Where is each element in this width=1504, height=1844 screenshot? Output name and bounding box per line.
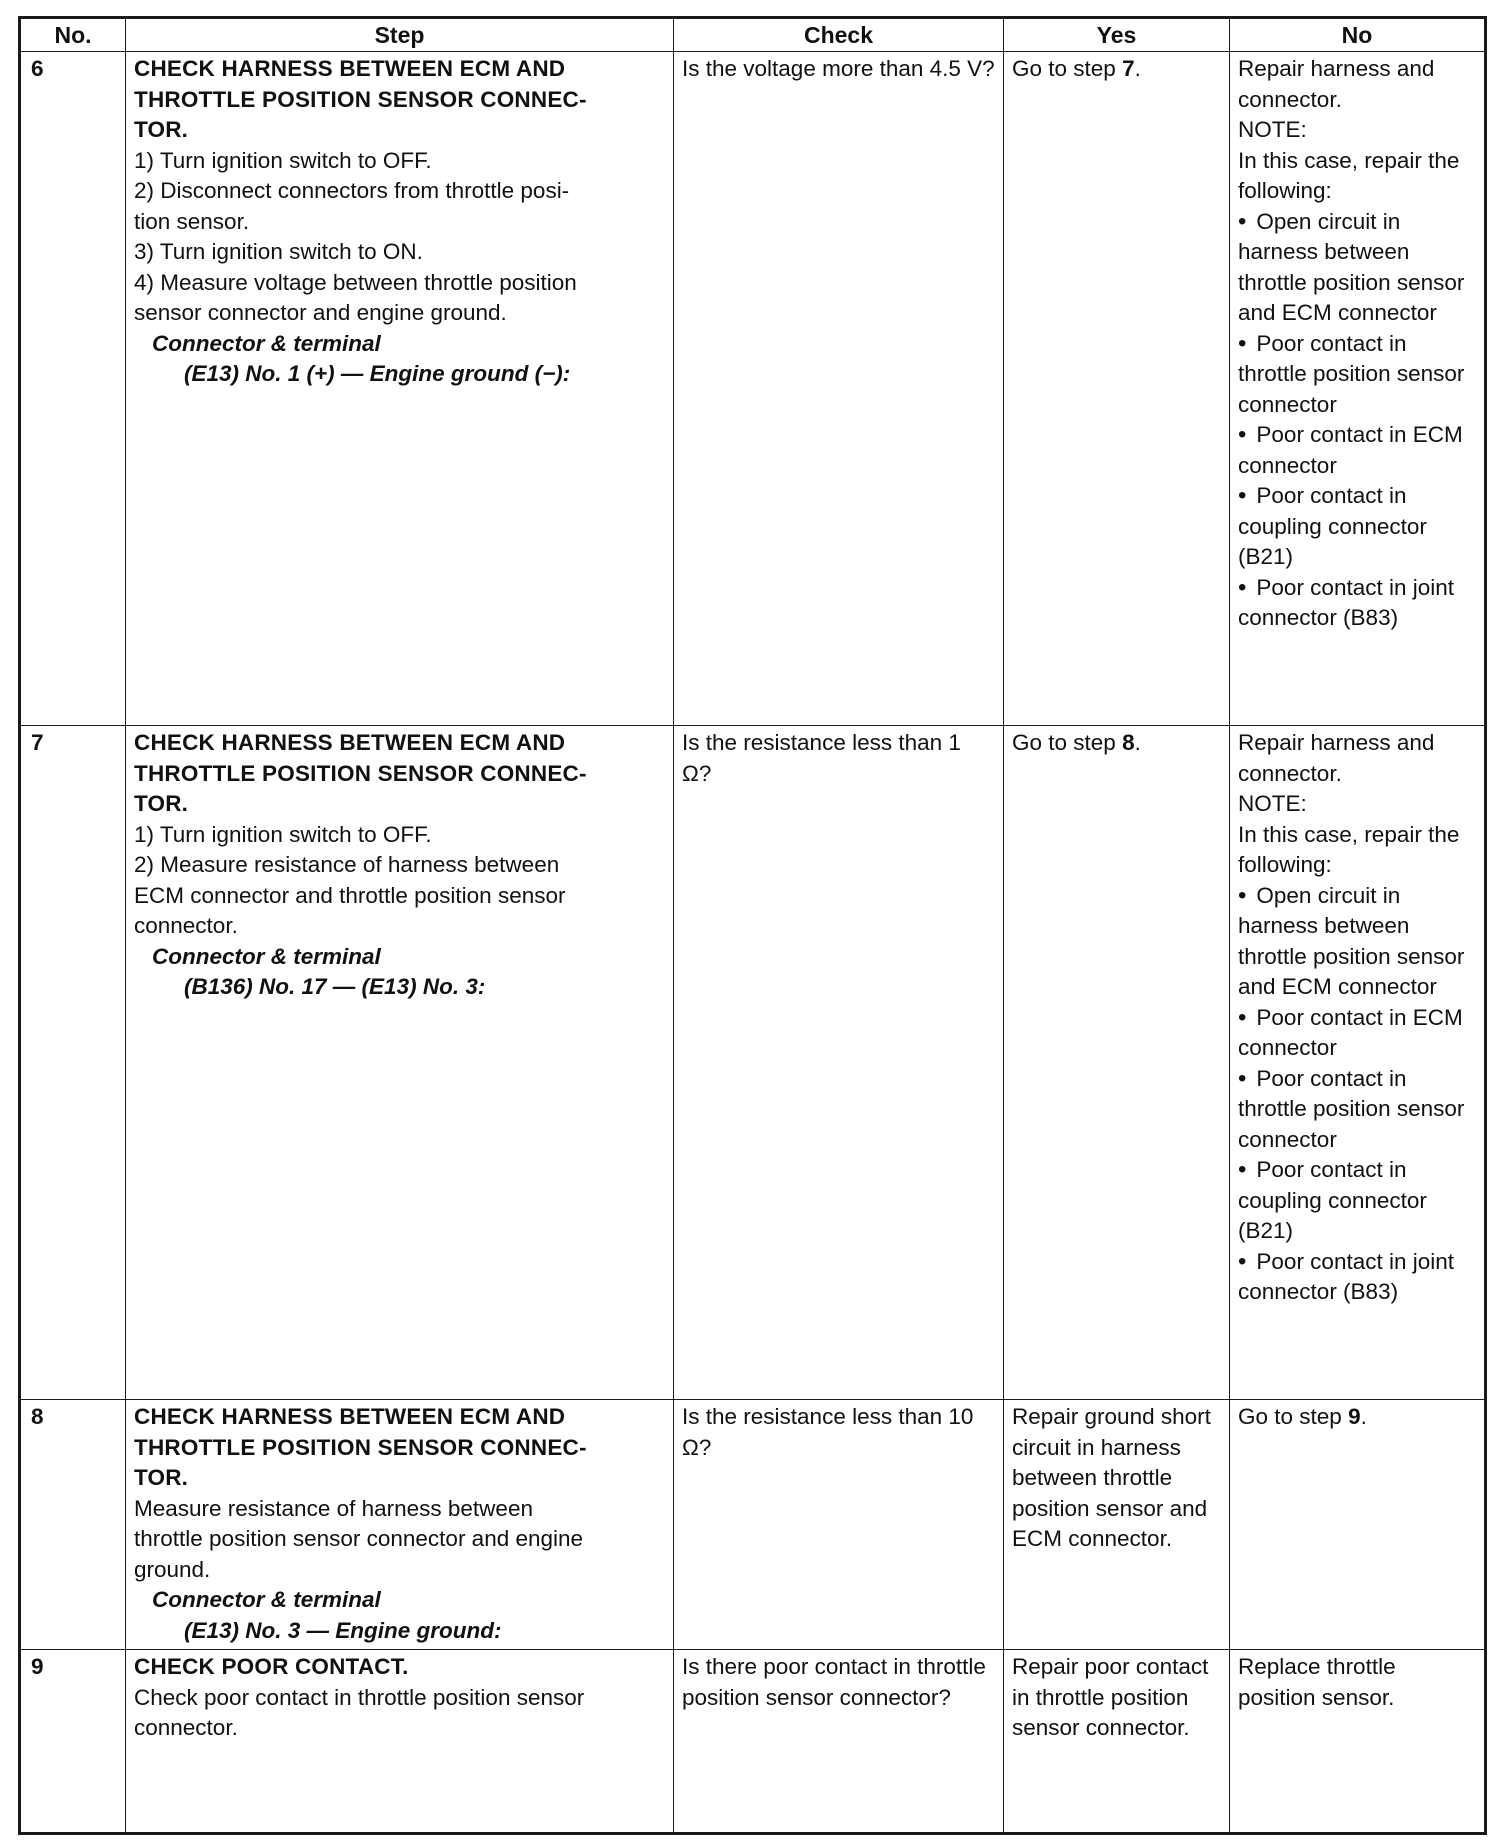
bullet-item: • Poor contact in throttle position sensor connector: [1238, 1064, 1476, 1156]
bullet-item: • Poor contact in joint connector (B83): [1238, 573, 1476, 634]
step-cell: [126, 1400, 674, 1650]
step-instruction: 2) Measure resistance of harness between: [134, 852, 560, 877]
connector-terminal: (E13) No. 1 (+) — Engine ground (−):: [184, 361, 571, 386]
no-text: In this case, repair the following:: [1238, 147, 1460, 203]
header-yes: Yes: [1004, 18, 1230, 52]
no-text: In this case, repair the following:: [1238, 821, 1460, 877]
note-label: NOTE:: [1238, 117, 1307, 142]
connector-label: Connector & terminal: [152, 943, 381, 969]
no-step-ref: 9: [1348, 1404, 1361, 1429]
step-instruction: 3) Turn ignition switch to ON.: [134, 239, 423, 264]
step-instruction: 4) Measure voltage between throttle position: [134, 269, 577, 295]
step-cell: [126, 1650, 674, 1834]
table-row: [20, 726, 1486, 1400]
step-title-line: THROTTLE POSITION SENSOR CONNEC-: [134, 1434, 587, 1460]
connector-terminal: (B136) No. 17 — (E13) No. 3:: [184, 974, 486, 999]
step-instruction: Measure resistance of harness between: [134, 1495, 533, 1521]
step-instruction: 2) Disconnect connectors from throttle posi-: [134, 178, 570, 203]
yes-cell: [1004, 726, 1230, 1400]
no-suffix: .: [1360, 1404, 1367, 1429]
step-cell: [126, 726, 674, 1400]
diagnostic-table: [18, 16, 1487, 1835]
check-cell: Is the resistance less than 1 Ω?: [674, 726, 1004, 1400]
yes-suffix: .: [1134, 730, 1141, 755]
bullet-item: • Poor contact in ECM connector: [1238, 420, 1476, 481]
step-title-line: TOR.: [134, 791, 189, 816]
bullet-item: • Poor contact in joint connector (B83): [1238, 1247, 1476, 1308]
yes-cell: [1004, 52, 1230, 726]
yes-cell: Repair ground short circuit in harness between throttle position sensor and ECM connector.: [1004, 1400, 1230, 1650]
no-cell: [1230, 52, 1486, 726]
header-no-result: No: [1230, 18, 1486, 52]
connector-label: Connector & terminal: [152, 330, 381, 356]
check-cell: Is there poor contact in throttle position sensor connector?: [674, 1650, 1004, 1834]
step-instruction: 1) Turn ignition switch to OFF.: [134, 821, 432, 847]
step-instruction: ground.: [134, 1556, 211, 1582]
no-cell: [1230, 1400, 1486, 1650]
yes-suffix: .: [1134, 56, 1141, 81]
step-instruction: ECM connector and throttle position sensor: [134, 882, 566, 908]
yes-cell: Repair poor contact in throttle position sensor connector.: [1004, 1650, 1230, 1834]
step-instruction: Check poor contact in throttle position sensor: [134, 1684, 585, 1710]
no-cell: Replace throttle position sensor.: [1230, 1650, 1486, 1834]
step-cell: [126, 52, 674, 726]
no-text: Repair harness and connector.: [1238, 56, 1435, 112]
header-step: Step: [126, 18, 674, 52]
no-prefix: Go to step: [1238, 1404, 1349, 1429]
step-instruction: connector.: [134, 1715, 238, 1740]
step-title-line: CHECK HARNESS BETWEEN ECM AND: [134, 56, 566, 81]
table-row: [20, 1400, 1486, 1650]
connector-terminal: (E13) No. 3 — Engine ground:: [184, 1617, 502, 1643]
step-instruction: throttle position sensor connector and engine: [134, 1526, 584, 1551]
note-label: NOTE:: [1238, 791, 1307, 816]
yes-step-ref: 7: [1122, 56, 1135, 81]
header-no: No.: [20, 18, 126, 52]
table-row: [20, 1650, 1486, 1834]
bullet-item: • Poor contact in ECM connector: [1238, 1003, 1476, 1064]
step-instruction: sensor connector and engine ground.: [134, 300, 507, 325]
step-instruction: connector.: [134, 913, 238, 938]
step-title-line: CHECK HARNESS BETWEEN ECM AND: [134, 730, 566, 755]
no-cell: [1230, 726, 1486, 1400]
connector-label: Connector & terminal: [152, 1587, 381, 1612]
step-title-line: CHECK POOR CONTACT.: [134, 1654, 409, 1679]
bullet-item: • Open circuit in harness between throttle position sensor and ECM connector: [1238, 207, 1476, 329]
bullet-item: • Poor contact in coupling connector (B21): [1238, 1155, 1476, 1247]
step-title-line: THROTTLE POSITION SENSOR CONNEC-: [134, 86, 587, 112]
check-cell: Is the voltage more than 4.5 V?: [674, 52, 1004, 726]
yes-prefix: Go to step: [1012, 730, 1123, 755]
yes-prefix: Go to step: [1012, 56, 1123, 81]
yes-step-ref: 8: [1122, 730, 1135, 755]
check-cell: Is the resistance less than 10 Ω?: [674, 1400, 1004, 1650]
header-row: [20, 18, 1486, 52]
step-title-line: THROTTLE POSITION SENSOR CONNEC-: [134, 760, 587, 786]
step-number: 9: [20, 1650, 126, 1834]
bullet-item: • Poor contact in throttle position sensor connector: [1238, 329, 1476, 421]
step-title-line: TOR.: [134, 1465, 189, 1490]
step-number: 8: [20, 1400, 126, 1650]
table-row: [20, 52, 1486, 726]
step-number: 6: [20, 52, 126, 726]
bullet-item: • Poor contact in coupling connector (B21): [1238, 481, 1476, 573]
step-instruction: 1) Turn ignition switch to OFF.: [134, 147, 432, 173]
step-title-line: TOR.: [134, 117, 189, 142]
no-text: Repair harness and connector.: [1238, 730, 1435, 786]
bullet-item: • Open circuit in harness between throttle position sensor and ECM connector: [1238, 881, 1476, 1003]
header-check: Check: [674, 18, 1004, 52]
step-title-line: CHECK HARNESS BETWEEN ECM AND: [134, 1404, 566, 1429]
step-number: 7: [20, 726, 126, 1400]
step-instruction: tion sensor.: [134, 208, 250, 234]
